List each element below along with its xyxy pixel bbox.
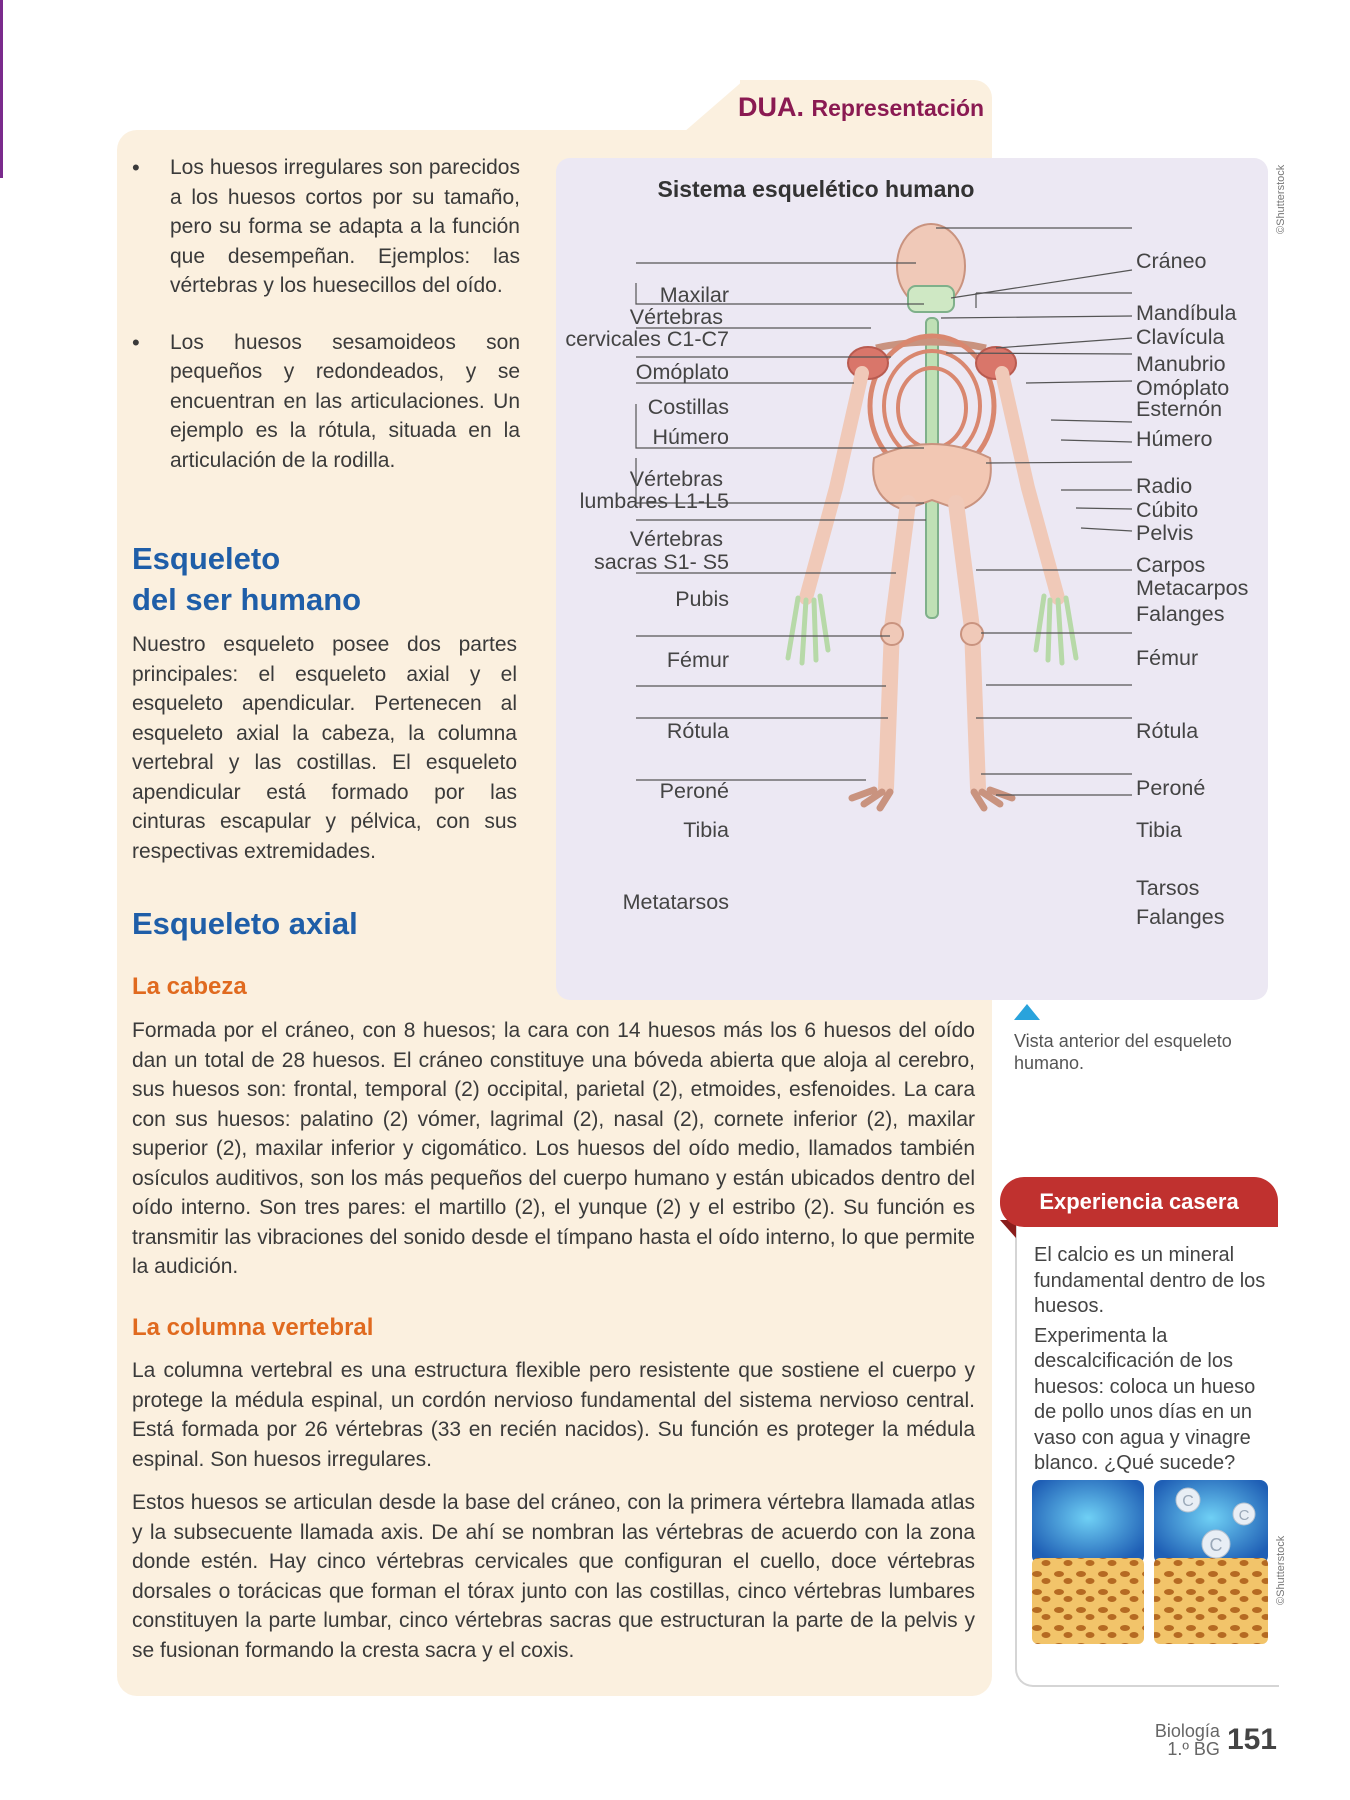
leader-line	[1061, 440, 1132, 442]
kneecap-right	[961, 623, 983, 645]
leader-line	[1051, 420, 1132, 422]
section-title-esqueleto	[132, 538, 361, 620]
kneecap-left	[881, 623, 903, 645]
leader-line	[996, 338, 1132, 348]
calcium-symbol: C	[1238, 1507, 1250, 1524]
dua-label-main: DUA.	[738, 92, 804, 122]
pelvis-shape	[873, 444, 991, 510]
leader-line	[1081, 528, 1132, 531]
dua-label	[738, 92, 984, 123]
label-perone-right: Peroné	[1136, 776, 1206, 800]
label-lumbares: lumbares L1-L5	[579, 489, 729, 513]
label-falanges-foot: Falanges	[1136, 905, 1225, 929]
experiencia-title: Experiencia casera	[1000, 1177, 1278, 1227]
bone-panel-right	[1154, 1558, 1268, 1644]
footer-subject: Biología	[1154, 1721, 1220, 1741]
label-costillas: Costillas	[647, 395, 729, 419]
footer-subject-cell	[1155, 1722, 1226, 1758]
section-title-axial: Esqueleto axial	[132, 906, 358, 941]
bullet-icon: •	[132, 155, 140, 180]
label-craneo: Cráneo	[1136, 249, 1207, 273]
hand-left	[788, 596, 828, 663]
list-item	[130, 153, 520, 301]
label-cubito: Cúbito	[1136, 498, 1199, 522]
experiencia-credit: ©Shutterstock	[1275, 1535, 1287, 1605]
label-omoplato-right: Omóplato	[1136, 376, 1230, 400]
jaw-shape	[908, 286, 954, 312]
calcium-bubble-icon	[1202, 1530, 1230, 1558]
hand-right	[1036, 596, 1076, 663]
leader-line	[1076, 508, 1132, 509]
bullet-text: Los huesos irregulares son parecidos a los huesos cortos por su tamaño, pero su forma se adapta a la función que desempeñan. Ejemplos: las vértebras y los huesecillos del oído.	[170, 156, 520, 297]
text-columna-1: La columna vertebral es una estructura flexible pero resistente que sostiene el cuerpo y protege la médula espinal, un cordón nervioso fundamental del sistema nervioso central. Está formada por 26 vértebras (33 en recién nacidos). Su función es proteger la médula espinal. Son huesos irregulares.	[132, 1359, 975, 1471]
subsection-title-cabeza: La cabeza	[132, 973, 247, 1000]
calcium-bubble-icon	[1176, 1488, 1200, 1512]
bullet-icon: •	[132, 329, 140, 355]
label-tarsos: Tarsos	[1136, 876, 1200, 900]
footer-layout	[1155, 1722, 1278, 1758]
bullet-text: Los huesos sesamoideos son pequeños y redondeados, y se encuentran en las articulaciones. Un ejemplo es la rótula, situada en la articulación de la rodilla.	[170, 330, 520, 472]
label-clavicula: Clavícula	[1136, 325, 1225, 349]
left-edge-bar	[0, 0, 3, 178]
calcium-symbol: C	[1209, 1535, 1223, 1555]
label-pelvis: Pelvis	[1136, 521, 1194, 545]
leader-line	[986, 462, 1132, 463]
section-title-line2: del ser humano	[132, 582, 362, 617]
label-femur-right: Fémur	[1136, 646, 1199, 670]
label-radio: Radio	[1136, 474, 1193, 498]
label-vertebras-c: Vértebras	[629, 305, 723, 329]
label-mandibula: Mandíbula	[1136, 301, 1237, 325]
label-perone-left: Peroné	[659, 779, 729, 803]
label-falanges-hand: Falanges	[1136, 602, 1225, 626]
figure-title: Sistema esquelético humano	[657, 176, 975, 202]
calcium-symbol: C	[1182, 1493, 1194, 1510]
arm-right	[1002, 373, 1058, 598]
experiencia-p1: El calcio es un mineral fundamental dentro de los huesos.	[1034, 1244, 1266, 1317]
label-maxilar: Maxilar	[659, 283, 729, 307]
label-tibia-right: Tibia	[1136, 818, 1182, 842]
label-sacras: sacras S1- S5	[593, 550, 729, 574]
label-omoplato-left: Omóplato	[635, 360, 729, 384]
foot-right	[974, 790, 1012, 808]
arm-left	[806, 373, 862, 598]
bone-panel-left	[1032, 1558, 1144, 1644]
label-metatarsos: Metatarsos	[622, 890, 729, 914]
label-esternon: Esternón	[1136, 397, 1223, 421]
panel-tab-slope	[684, 80, 744, 132]
label-femur-left: Fémur	[666, 648, 729, 672]
label-rotula-right: Rótula	[1136, 719, 1199, 743]
label-vertebras-s: Vértebras	[629, 527, 723, 551]
experiencia-text	[1034, 1243, 1266, 1481]
label-metacarpos: Metacarpos	[1136, 576, 1249, 600]
label-rotula-left: Rótula	[666, 719, 729, 743]
calcium-bubble-icon	[1233, 1503, 1255, 1525]
list-item	[130, 328, 520, 476]
label-humero-left: Húmero	[652, 425, 729, 449]
figure-caption: Vista anterior del esqueleto humano.	[1014, 1031, 1232, 1073]
section-text-esqueleto: Nuestro esqueleto posee dos partes principales: el esqueleto axial y el esqueleto apendicular. Pertenecen al esqueleto axial la cabeza, la columna vertebral y las costillas. El esqueleto apendicular está formado por las cinturas escapular y pélvica, con sus respectivas extremidades.	[132, 633, 517, 863]
footer-grade: 1.º BG	[1167, 1739, 1220, 1759]
section-title-line1: Esqueleto	[132, 541, 281, 576]
bone-illustration	[1030, 1478, 1270, 1648]
text-cabeza: Formada por el cráneo, con 8 huesos; la cara con 14 huesos más los 6 huesos del oído dan un total de 28 huesos. El cráneo constituye una bóveda abierta que aloja al cerebro, sus huesos son: frontal, temporal (2) occipital, parietal (2), etmoides, esfenoides. La cara con sus huesos: palatino (2) vómer, lagrimal (2), nasal (2), cornete inferior (2), maxilar superior (2), maxilar inferior y cigomático. Los huesos del oído medio, llamados también osículos auditivos, son los más pequeños del cuerpo humano y están ubicados dentro del oído interno. Son tres pares: el martillo (2), el yunque (2) y el estribo (2). Su función es transmitir las vibraciones del sonido desde el tímpano hasta el oído interno, lo que permite la audición.	[132, 1019, 975, 1278]
page-number: 151	[1226, 1723, 1277, 1756]
caption-triangle-icon	[1014, 1004, 1040, 1020]
label-vertebras-l: Vértebras	[629, 467, 723, 491]
bullet-list	[130, 153, 520, 502]
leader-line	[951, 270, 1132, 298]
subsection-title-columna: La columna vertebral	[132, 1314, 374, 1341]
text-columna-2: Estos huesos se articulan desde la base del cráneo, con la primera vértebra llamada atlas y la subsecuente llamada axis. De ahí se nombran las vértebras de acuerdo con la zona donde estén. Hay cinco vértebras cervicales que configuran el cuello, doce vértebras dorsales o torácicas que forman el tórax junto con las costillas, cinco vértebras lumbares constituyen la parte lumbar, cinco vértebras sacras que estructuran la parte de la pelvis y se fusionan formando la cresta sacra y el coxis.	[132, 1491, 975, 1662]
experiencia-p2: Experimenta la descalcificación de los huesos: coloca un hueso de pollo unos días en un vaso con agua y vinagre blanco. ¿Qué sucede?	[1034, 1324, 1256, 1474]
label-humero-right: Húmero	[1136, 427, 1213, 451]
label-carpos: Carpos	[1136, 553, 1206, 577]
leader-line	[941, 316, 1132, 318]
page-footer	[1155, 1722, 1278, 1758]
label-tibia-left: Tibia	[683, 818, 729, 842]
figure-credit: ©Shutterstock	[1275, 164, 1287, 234]
label-pubis: Pubis	[675, 587, 729, 611]
foot-left	[852, 790, 890, 808]
dua-label-sub: Representación	[811, 95, 985, 121]
leader-line	[1026, 381, 1132, 383]
label-manubrio: Manubrio	[1136, 352, 1226, 376]
water-panel-left	[1032, 1480, 1144, 1564]
label-cervicales: cervicales C1-C7	[565, 327, 729, 351]
